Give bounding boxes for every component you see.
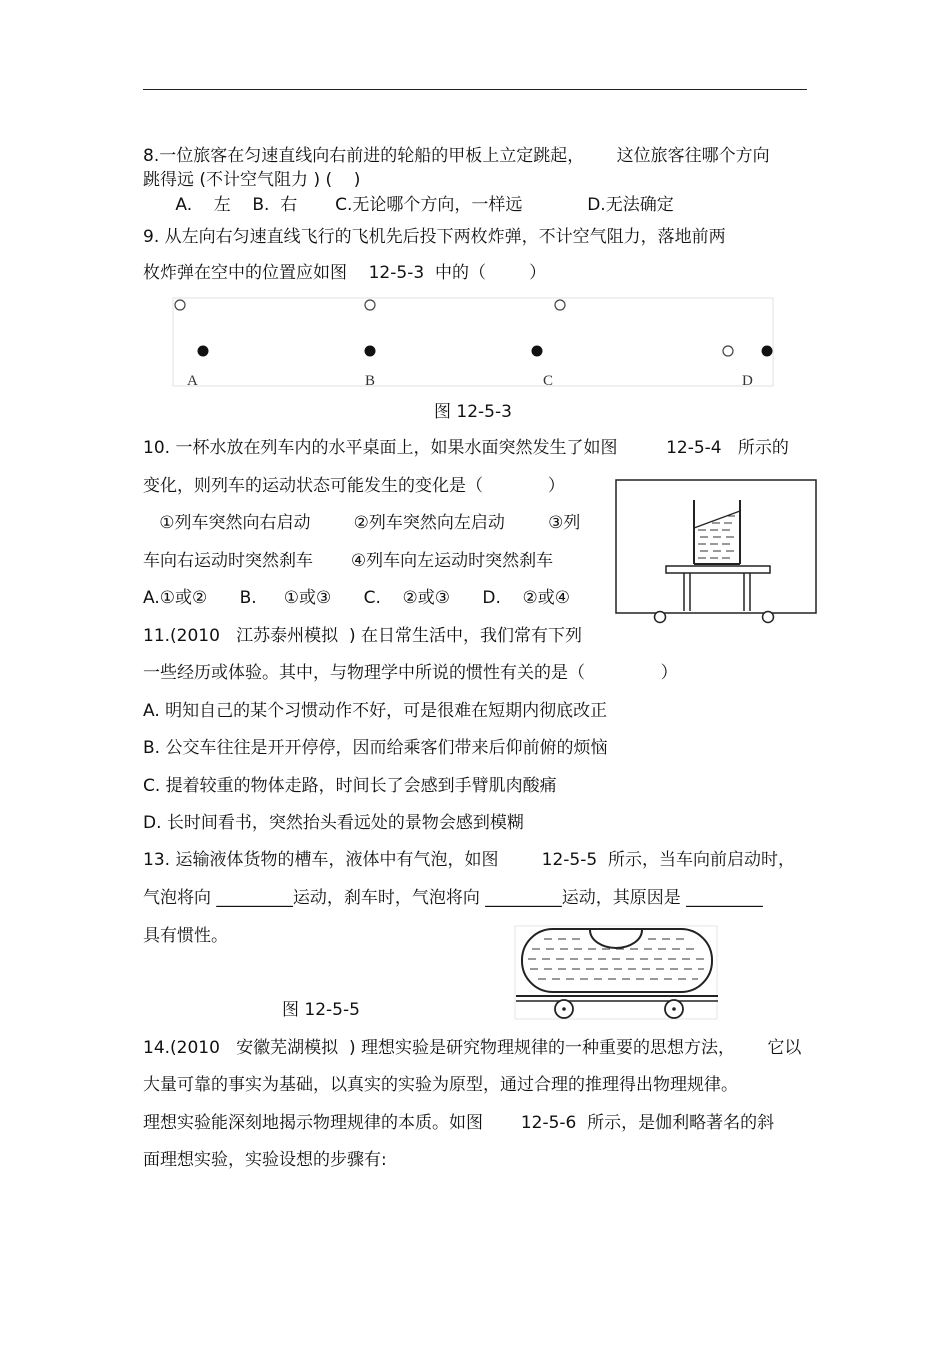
q14-stem-line-1: 14.(2010 安徽芜湖模拟 ) 理想实验是研究物理规律的一种重要的思想方法， 它以 xyxy=(143,1038,802,1058)
q9-stem-line-2: 枚炸弹在空中的位置应如图 12-5-3 中的（ ） xyxy=(143,263,547,283)
q13-stem-line-3: 具有惯性。 xyxy=(143,926,228,946)
solid-bomb-a xyxy=(198,346,209,357)
figure-caption-12-5-3: 图 12-5-3 xyxy=(434,402,512,422)
q10-stem-line-3: ①列车突然向右启动 ②列车突然向左启动 ③列 xyxy=(143,513,581,533)
q11-option-a: A. 明知自己的某个习惯动作不好，可是很难在短期内彻底改正 xyxy=(143,701,608,721)
q11-option-b: B. 公交车往往是开开停停，因而给乘客们带来后仰前俯的烦恼 xyxy=(143,738,608,758)
q8-stem-line-1: 8.一位旅客在匀速直线向右前进的轮船的甲板上立定跳起， 这位旅客往哪个方向 xyxy=(143,146,770,166)
fig-label-d: D xyxy=(742,373,753,388)
q10-options: A.①或② B. ①或③ C. ②或③ D. ②或④ xyxy=(143,588,571,608)
q14-stem-line-3: 理想实验能深刻地揭示物理规律的本质。如图 12-5-6 所示，是伽利略著名的斜 xyxy=(143,1113,775,1133)
q11-option-c: C. 提着较重的物体走路，时间长了会感到手臂肌肉酸痛 xyxy=(143,776,557,796)
solid-bomb-c xyxy=(532,346,543,357)
fig-label-b: B xyxy=(365,373,376,388)
q8-stem-line-2: 跳得远 (不计空气阻力 ) ( ) xyxy=(143,170,361,190)
fig-label-a: A xyxy=(187,373,198,388)
q10-stem-line-1: 10. 一杯水放在列车内的水平桌面上，如果水面突然发生了如图 12-5-4 所示的 xyxy=(143,438,789,458)
header-rule xyxy=(143,89,807,90)
q13-stem-line-2: 气泡将向 _________运动，刹车时，气泡将向 _________运动，其原因是 _________ xyxy=(143,888,763,908)
solid-bomb-b xyxy=(365,346,376,357)
figure-caption-12-5-5: 图 12-5-5 xyxy=(282,1000,360,1020)
q8-options: A. 左 B. 右 C.无论哪个方向，一样远 D.无法确定 xyxy=(143,195,674,215)
q11-stem-line-1: 11.(2010 江苏泰州模拟 ) 在日常生活中，我们常有下列 xyxy=(143,626,582,646)
hollow-bomb-d xyxy=(723,346,733,356)
q10-stem-line-4: 车向右运动时突然刹车 ④列车向左运动时突然刹车 xyxy=(143,551,554,571)
hollow-bomb-a xyxy=(175,300,185,310)
q14-stem-line-4: 面理想实验，实验设想的步骤有: xyxy=(143,1150,387,1170)
solid-bomb-d xyxy=(762,346,773,357)
q9-stem-line-1: 9. 从左向右匀速直线飞行的飞机先后投下两枚炸弹，不计空气阻力，落地前两 xyxy=(143,227,726,247)
figure-12-5-4 xyxy=(614,478,820,626)
hollow-bomb-c xyxy=(555,300,565,310)
q14-stem-line-2: 大量可靠的事实为基础，以真实的实验为原型，通过合理的推理得出物理规律。 xyxy=(143,1075,738,1095)
q13-stem-line-1: 13. 运输液体货物的槽车，液体中有气泡，如图 12-5-5 所示，当车向前启动时， xyxy=(143,850,796,870)
hollow-bomb-b xyxy=(365,300,375,310)
q11-stem-line-2: 一些经历或体验。其中，与物理学中所说的惯性有关的是（ ） xyxy=(143,663,678,683)
figure-12-5-3 xyxy=(170,296,780,388)
fig-label-c: C xyxy=(543,373,554,388)
q10-stem-line-2: 变化，则列车的运动状态可能发生的变化是（ ） xyxy=(143,476,565,496)
q11-option-d: D. 长时间看书，突然抬头看远处的景物会感到模糊 xyxy=(143,813,524,833)
figure-12-5-5 xyxy=(514,925,720,1021)
